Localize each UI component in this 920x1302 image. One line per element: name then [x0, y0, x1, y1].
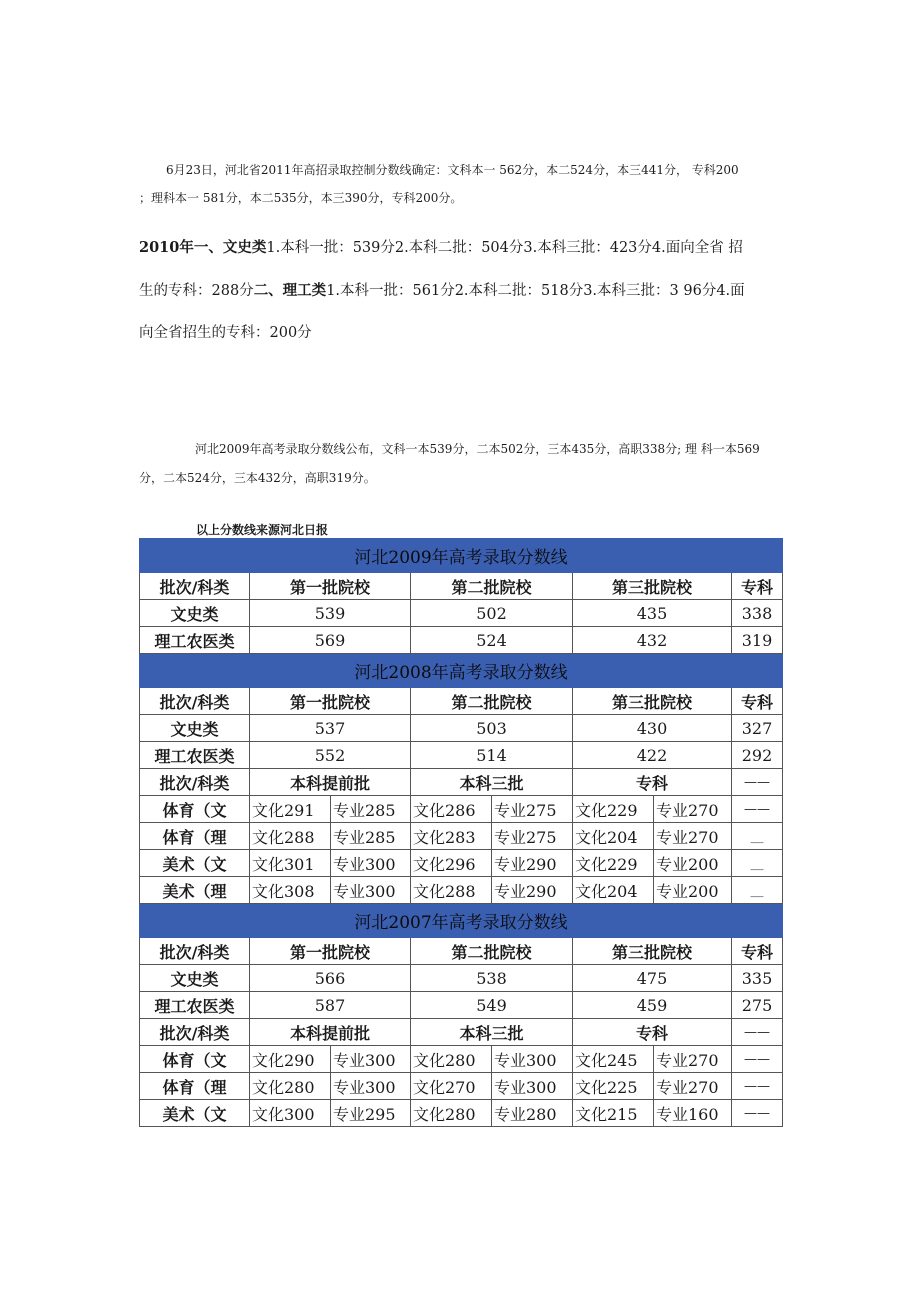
para-2010-bold2: 二、理工类: [253, 282, 327, 299]
para-2010-rest1: 1.本科一批：539分2.本科二批：504分3.本科三批：423分4.面向全省 招: [266, 240, 743, 256]
para-2010-line2: [139, 279, 745, 300]
table-title-2007: 河北2007年高考录取分数线: [140, 904, 783, 938]
para-2010-line1: [139, 236, 743, 257]
table-header-2008: 批次/科类 第一批院校 第二批院校 第三批院校 专科: [140, 688, 783, 715]
para-2009-line2: 分，二本524分，三本432分，高职319分。: [139, 471, 376, 485]
table-row: 理工农医类 552 514 422 292: [140, 742, 783, 769]
table-header-2007: 批次/科类 第一批院校 第二批院校 第三批院校 专科: [140, 938, 783, 965]
table-row: 美术（理 文化308 专业300 文化288 专业290 文化204 专业200 __: [140, 877, 783, 904]
source-note: 以上分数线来源河北日报: [196, 523, 329, 537]
table-header-2008-special: 批次/科类 本科提前批 本科三批 专科 ——: [140, 769, 783, 796]
para-2010-line3: 向全省招生的专科：200分: [139, 325, 312, 341]
table-row: 体育（文 文化290 专业300 文化280 专业300 文化245 专业270 ——: [140, 1046, 783, 1073]
table-row: 文史类 539 502 435 338: [140, 600, 783, 627]
para-2010-rest2: 1.本科一批：561分2.本科二批：518分3.本科三批：3 96分4.面: [326, 283, 745, 299]
table-row: 美术（文 文化300 专业295 文化280 专业280 文化215 专业160 ——: [140, 1100, 783, 1127]
para-2011-line1: 6月23日，河北省2011年高招录取控制分数线确定：文科本一 562分，本二524分，本三441分， 专科200: [166, 163, 739, 177]
table-row: 文史类 537 503 430 327: [140, 715, 783, 742]
table-row: 理工农医类 587 549 459 275: [140, 992, 783, 1019]
table-row: 理工农医类 569 524 432 319: [140, 627, 783, 654]
para-2010-start2: 生的专科：288分: [139, 283, 254, 299]
para-2009-line1: 河北2009年高考录取分数线公布，文科一本539分，二本502分，三本435分，高职338分; 理 科一本569: [195, 442, 760, 456]
table-row: 体育（理 文化288 专业285 文化283 专业275 文化204 专业270 __: [140, 823, 783, 850]
table-title-2008: 河北2008年高考录取分数线: [140, 654, 783, 688]
table-row: 文史类 566 538 475 335: [140, 965, 783, 992]
table-row: 体育（文 文化291 专业285 文化286 专业275 文化229 专业270 ——: [140, 796, 783, 823]
para-2011-line2: ；理科本一 581分，本二535分，本三390分，专科200分。: [139, 191, 463, 205]
score-table: [139, 538, 783, 1127]
table-header-2009: 批次/科类 第一批院校 第二批院校 第三批院校 专科: [140, 573, 783, 600]
table-row: 美术（文 文化301 专业300 文化296 专业290 文化229 专业200 __: [140, 850, 783, 877]
table-header-2007-special: 批次/科类 本科提前批 本科三批 专科 ——: [140, 1019, 783, 1046]
table-row: 体育（理 文化280 专业300 文化270 专业300 文化225 专业270 ——: [140, 1073, 783, 1100]
para-2010-bold1: 2010年一、文史类: [139, 239, 267, 256]
table-title-2009: 河北2009年高考录取分数线: [140, 539, 783, 573]
